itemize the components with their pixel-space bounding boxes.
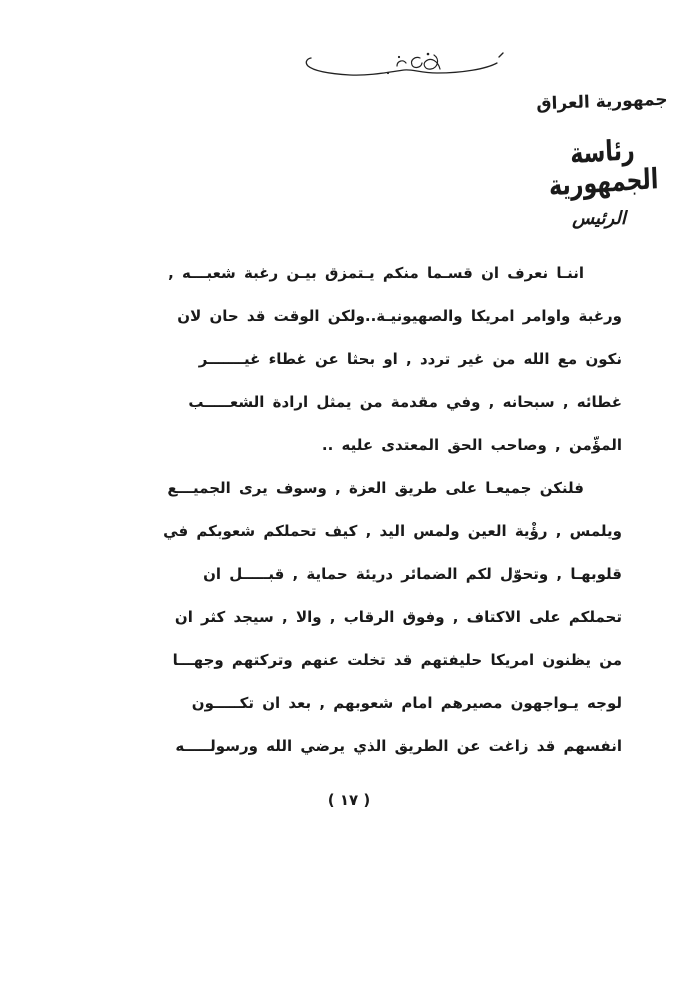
body-line: ورغبة واوامر امريكا والصهيونيـة..ولكن الوقت قد حان لان xyxy=(177,307,622,325)
letterhead-country-name: جمهورية العراق xyxy=(536,89,668,115)
basmala-scrawl-icon xyxy=(300,48,510,86)
body-line: لوجه يـواجهون مصيرهم امام شعوبهم , بعد ان تكـــــون xyxy=(191,694,622,712)
body-line: تحملكم على الاكتاف , وفوق الرقاب , والا , سيجد كثر ان xyxy=(174,608,622,626)
body-line: قلوبهـا , وتحوّل لكم الضمائر دريئة حماية , قبـــــل ان xyxy=(203,565,622,583)
presidency-calligraphy-emblem: رئاسة الجمهورية xyxy=(548,132,659,203)
body-line: انفسهم قد زاغت عن الطريق الذي يرضي الله ورسولـــــه xyxy=(175,737,622,755)
body-line: المؤّمن , وصاحب الحق المعتدى عليه .. xyxy=(321,436,622,454)
body-line: اننـا نعرف ان قسـما منكم يـتمزق بيـن رغبة شعبـــه , xyxy=(168,264,584,282)
body-line: من يظنون امريكا حليفتهم قد تخلت عنهم وتركتهم وجهـــا xyxy=(172,651,622,669)
letterhead-president-title: الرئيس xyxy=(572,208,626,229)
letter-body xyxy=(85,252,622,768)
basmala-handwriting xyxy=(300,48,510,86)
body-line: نكون مع الله من غير تردد , او بحثا عن غطاء غيـــــــر xyxy=(198,350,622,368)
body-line: غطائه , سبحانه , وفي مقدمة من يمثل ارادة الشعـــــب xyxy=(188,393,622,411)
body-line: فلنكن جميعـا على طريق العزة , وسوف يرى الجميـــع xyxy=(167,479,584,497)
page-number: ( ١٧ ) xyxy=(327,791,371,809)
body-line: ويلمس , رؤْية العين ولمس اليد , كيف تحملكم شعوبكم في xyxy=(163,522,622,540)
